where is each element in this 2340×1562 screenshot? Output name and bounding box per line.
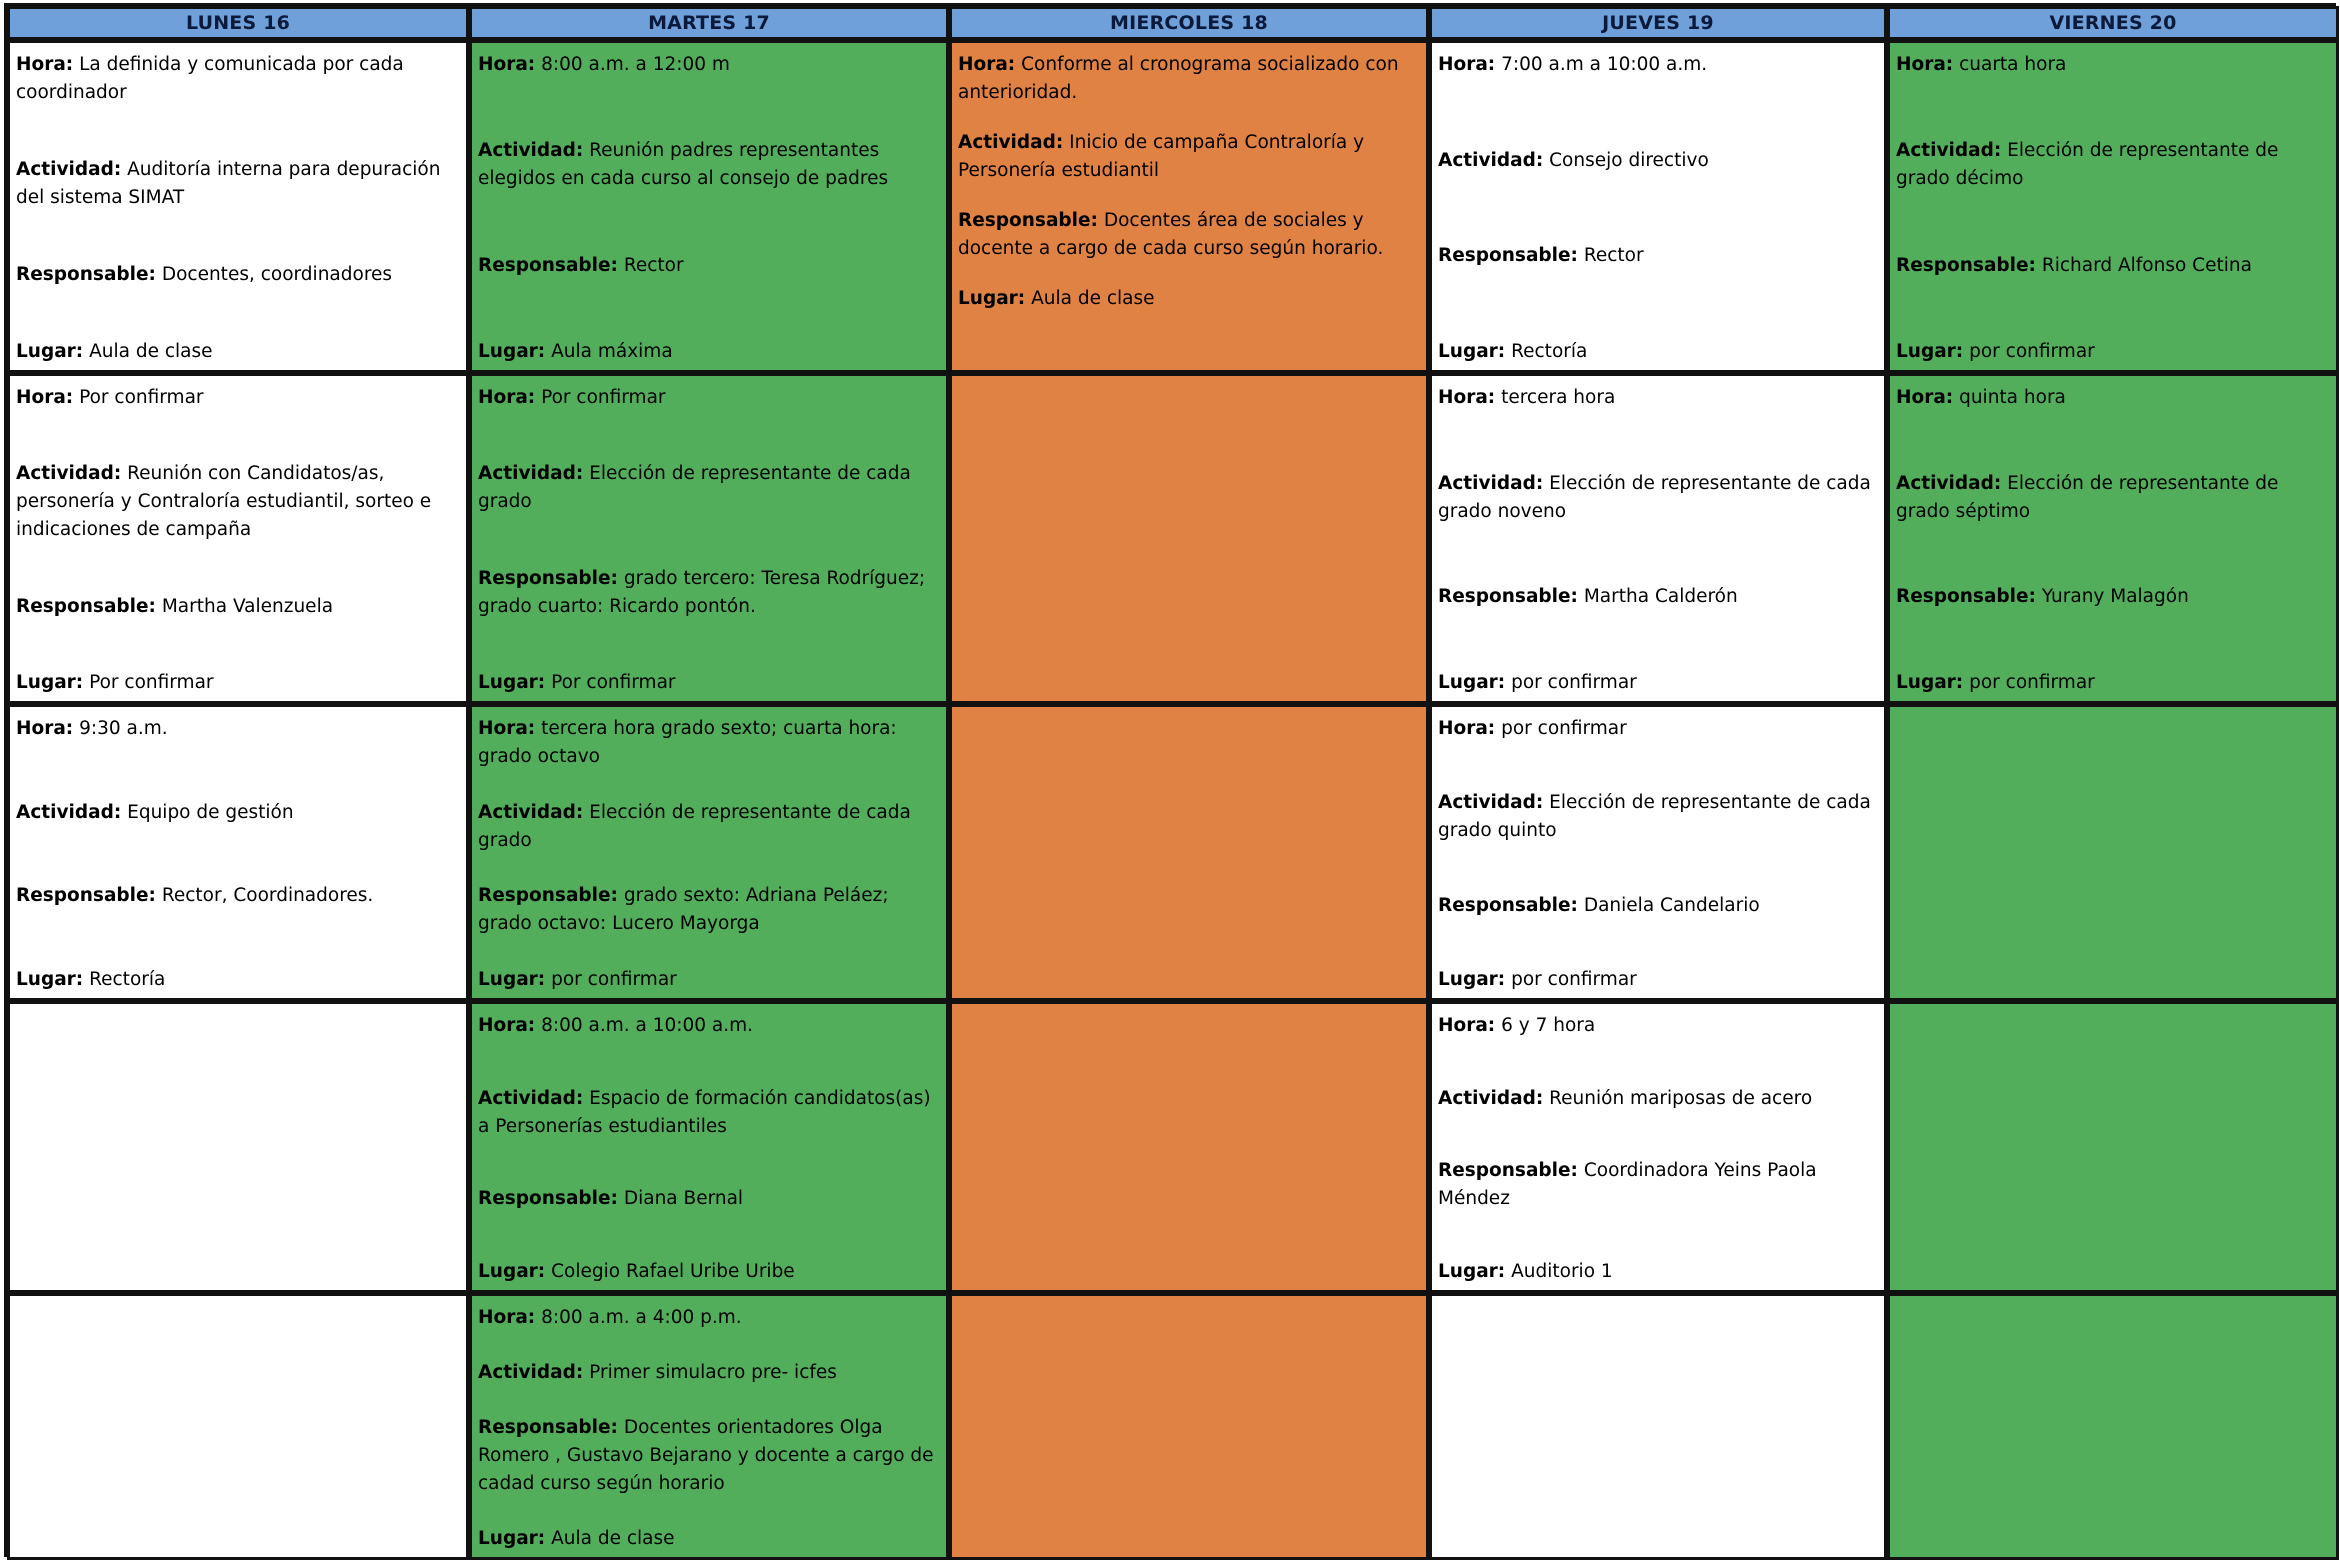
field-value-responsable: Docentes, coordinadores — [161, 264, 393, 285]
field-responsable — [1438, 583, 1878, 611]
field-value-lugar: por confirmar — [1969, 671, 2095, 693]
field-value-hora: La definida y comunicada por cada coordinador — [16, 54, 404, 103]
field-label-responsable: Responsable: — [478, 567, 618, 589]
field-lugar — [1438, 966, 1878, 994]
field-value-lugar: por confirmar — [1511, 671, 1637, 693]
field-actividad — [1438, 789, 1878, 845]
field-label-actividad: Actividad: — [478, 801, 584, 823]
schedule-cell-miercoles-4[interactable] — [949, 1001, 1429, 1293]
field-label-responsable: Responsable: — [478, 1188, 618, 1210]
field-label-responsable: Responsable: — [478, 885, 618, 907]
schedule-cell-jueves-1[interactable] — [1429, 40, 1887, 373]
field-responsable — [478, 565, 940, 621]
field-label-lugar: Lugar: — [478, 1528, 546, 1549]
field-label-actividad: Actividad: — [478, 463, 584, 485]
schedule-cell-jueves-4[interactable] — [1429, 1001, 1887, 1293]
field-label-actividad: Actividad: — [1438, 792, 1544, 814]
field-value-actividad: Elección de representante de cada grado noveno — [1438, 472, 1871, 522]
field-actividad — [1438, 1085, 1878, 1113]
field-label-lugar: Lugar: — [478, 340, 546, 362]
field-label-hora: Hora: — [478, 387, 536, 408]
field-actividad — [16, 156, 460, 212]
field-label-actividad: Actividad: — [16, 159, 122, 180]
field-label-hora: Hora: — [1438, 1015, 1496, 1036]
schedule-cell-miercoles-5[interactable] — [949, 1293, 1429, 1560]
field-label-actividad: Actividad: — [16, 463, 122, 485]
field-label-lugar: Lugar: — [16, 341, 84, 362]
field-label-actividad: Actividad: — [1438, 472, 1544, 494]
field-value-actividad: Auditoría interna para depuración del sistema SIMAT — [16, 159, 441, 208]
field-lugar — [1438, 1258, 1878, 1286]
field-label-responsable: Responsable: — [1438, 1160, 1578, 1182]
field-hora — [16, 51, 460, 107]
field-lugar — [1438, 669, 1878, 697]
field-actividad — [478, 1085, 940, 1141]
field-label-responsable: Responsable: — [1438, 245, 1578, 267]
field-value-hora: Por confirmar — [541, 387, 666, 408]
field-label-actividad: Actividad: — [478, 140, 584, 162]
field-label-lugar: Lugar: — [478, 671, 546, 693]
field-label-responsable: Responsable: — [16, 885, 156, 907]
schedule-cell-viernes-2[interactable] — [1887, 373, 2339, 704]
field-label-lugar: Lugar: — [478, 1260, 546, 1282]
field-label-hora: Hora: — [1438, 54, 1496, 75]
field-actividad — [16, 460, 460, 544]
field-value-actividad: Reunión con Candidatos/as, personería y Contraloría estudiantil, sorteo e indicaciones de campaña — [16, 463, 432, 541]
field-value-actividad: Reunión mariposas de acero — [1549, 1087, 1813, 1109]
schedule-cell-martes-5[interactable] — [469, 1293, 949, 1560]
day-header-miercoles[interactable]: MIERCOLES 18 — [949, 6, 1429, 40]
field-hora — [1896, 51, 2330, 79]
field-label-hora: Hora: — [478, 1307, 536, 1328]
field-value-responsable: grado tercero: Teresa Rodríguez; grado cuarto: Ricardo pontón. — [478, 567, 926, 617]
field-label-hora: Hora: — [16, 718, 74, 739]
field-actividad — [958, 129, 1420, 185]
field-responsable — [958, 207, 1420, 263]
field-value-hora: 8:00 a.m. a 4:00 p.m. — [541, 1307, 742, 1328]
day-header-jueves[interactable]: JUEVES 19 — [1429, 6, 1887, 40]
schedule-cell-miercoles-1[interactable] — [949, 40, 1429, 373]
field-label-lugar: Lugar: — [1438, 671, 1506, 693]
field-label-hora: Hora: — [1438, 718, 1496, 739]
field-responsable — [16, 593, 460, 621]
field-value-actividad: Consejo directivo — [1549, 149, 1709, 171]
field-label-lugar: Lugar: — [1896, 340, 1964, 362]
field-hora — [1438, 715, 1878, 743]
field-value-lugar: por confirmar — [1969, 340, 2095, 362]
day-header-lunes[interactable]: LUNES 16 — [7, 6, 469, 40]
field-lugar — [1896, 338, 2330, 366]
schedule-cell-viernes-1[interactable] — [1887, 40, 2339, 373]
field-lugar — [1438, 338, 1878, 366]
field-label-actividad: Actividad: — [478, 1362, 584, 1383]
schedule-cell-lunes-1[interactable] — [7, 40, 469, 373]
field-responsable — [1438, 1157, 1878, 1213]
field-label-responsable: Responsable: — [1438, 586, 1578, 608]
field-label-responsable: Responsable: — [478, 1417, 618, 1438]
schedule-cell-viernes-4[interactable] — [1887, 1001, 2339, 1293]
schedule-cell-viernes-3[interactable] — [1887, 704, 2339, 1001]
field-label-actividad: Actividad: — [958, 132, 1064, 153]
field-label-responsable: Responsable: — [1896, 586, 2036, 608]
field-lugar — [478, 966, 940, 994]
field-label-actividad: Actividad: — [1438, 149, 1544, 171]
field-lugar — [478, 669, 940, 697]
field-label-responsable: Responsable: — [1896, 254, 2036, 276]
field-label-hora: Hora: — [16, 54, 74, 75]
field-value-responsable: Martha Valenzuela — [161, 595, 334, 617]
field-value-hora: tercera hora grado sexto; cuarta hora: grado octavo — [478, 718, 897, 767]
field-value-responsable: Rector, Coordinadores. — [161, 885, 374, 907]
field-value-actividad: Reunión padres representantes elegidos en cada curso al consejo de padres — [478, 140, 889, 190]
field-hora — [478, 715, 940, 771]
field-value-responsable: Docentes orientadores Olga Romero , Gustavo Bejarano y docente a cargo de cadad curso según horario — [478, 1417, 934, 1494]
field-value-hora: 7:00 a.m a 10:00 a.m. — [1501, 54, 1708, 75]
schedule-cell-martes-1[interactable] — [469, 40, 949, 373]
field-value-responsable: Rector — [1583, 245, 1644, 267]
field-label-lugar: Lugar: — [1438, 968, 1506, 990]
field-value-lugar: Aula de clase — [89, 341, 213, 362]
field-actividad — [16, 799, 460, 827]
field-actividad — [478, 799, 940, 855]
field-value-actividad: Elección de representante de cada grado quinto — [1438, 792, 1871, 842]
schedule-cell-miercoles-2[interactable] — [949, 373, 1429, 704]
schedule-cell-lunes-4[interactable] — [7, 1001, 469, 1293]
field-label-actividad: Actividad: — [1896, 140, 2002, 162]
field-label-responsable: Responsable: — [478, 254, 618, 276]
schedule-cell-lunes-2[interactable] — [7, 373, 469, 704]
field-lugar — [478, 1525, 940, 1553]
field-value-lugar: Auditorio 1 — [1511, 1260, 1613, 1282]
field-value-actividad: Elección de representante de cada grado — [478, 463, 911, 513]
field-hora — [1896, 384, 2330, 412]
field-lugar — [478, 1258, 940, 1286]
field-value-responsable: Diana Bernal — [623, 1188, 744, 1210]
field-value-responsable: Rector — [623, 254, 684, 276]
field-value-actividad: Elección de representante de grado séptimo — [1896, 472, 2279, 522]
field-value-lugar: Aula de clase — [551, 1528, 675, 1549]
field-label-responsable: Responsable: — [16, 264, 156, 285]
field-hora — [478, 51, 940, 79]
field-hora — [478, 1012, 940, 1040]
field-hora — [16, 715, 460, 743]
field-hora — [1438, 384, 1878, 412]
field-label-lugar: Lugar: — [1438, 1260, 1506, 1282]
field-label-hora: Hora: — [478, 718, 536, 739]
field-value-hora: tercera hora — [1501, 387, 1616, 408]
field-label-hora: Hora: — [478, 1015, 536, 1036]
field-actividad — [1438, 470, 1878, 526]
field-value-actividad: Inicio de campaña Contraloría y Personería estudiantil — [958, 132, 1365, 181]
field-label-lugar: Lugar: — [478, 968, 546, 990]
field-value-actividad: Primer simulacro pre- icfes — [589, 1362, 837, 1383]
field-label-actividad: Actividad: — [16, 801, 122, 823]
field-value-lugar: Aula de clase — [1031, 288, 1155, 309]
field-responsable — [16, 882, 460, 910]
field-label-hora: Hora: — [958, 54, 1016, 75]
field-value-responsable: Yurany Malagón — [2041, 586, 2189, 608]
field-label-actividad: Actividad: — [478, 1087, 584, 1109]
field-value-hora: 6 y 7 hora — [1501, 1015, 1596, 1036]
field-responsable — [1896, 583, 2330, 611]
day-header-martes[interactable]: MARTES 17 — [469, 6, 949, 40]
field-actividad — [478, 137, 940, 193]
field-value-actividad: Elección de representante de cada grado — [478, 801, 911, 851]
field-value-actividad: Espacio de formación candidatos(as) a Personerías estudiantiles — [478, 1087, 931, 1137]
field-value-responsable: Coordinadora Yeins Paola Méndez — [1438, 1160, 1817, 1210]
field-value-hora: quinta hora — [1959, 387, 2066, 408]
field-value-hora: Por confirmar — [79, 387, 204, 408]
field-lugar — [1896, 669, 2330, 697]
field-lugar — [16, 669, 460, 697]
field-label-lugar: Lugar: — [16, 671, 84, 693]
field-label-hora: Hora: — [478, 54, 536, 75]
field-value-hora: por confirmar — [1501, 718, 1627, 739]
field-hora — [16, 384, 460, 412]
field-label-actividad: Actividad: — [1896, 472, 2002, 494]
field-lugar — [16, 966, 460, 994]
schedule-cell-jueves-5[interactable] — [1429, 1293, 1887, 1560]
schedule-cell-lunes-3[interactable] — [7, 704, 469, 1001]
field-hora — [1438, 1012, 1878, 1040]
field-value-responsable: Richard Alfonso Cetina — [2041, 254, 2252, 276]
field-responsable — [478, 882, 940, 938]
field-value-responsable: Daniela Candelario — [1583, 894, 1760, 916]
schedule-cell-martes-4[interactable] — [469, 1001, 949, 1293]
field-label-hora: Hora: — [1438, 387, 1496, 408]
field-value-hora: cuarta hora — [1959, 54, 2067, 75]
field-label-responsable: Responsable: — [958, 210, 1098, 231]
field-label-lugar: Lugar: — [958, 288, 1026, 309]
field-responsable — [478, 1185, 940, 1213]
field-responsable — [478, 1414, 940, 1498]
field-value-hora: 9:30 a.m. — [79, 718, 168, 739]
field-label-responsable: Responsable: — [1438, 894, 1578, 916]
field-value-actividad: Elección de representante de grado décimo — [1896, 140, 2279, 190]
schedule-cell-viernes-5[interactable] — [1887, 1293, 2339, 1560]
field-label-responsable: Responsable: — [16, 595, 156, 617]
field-responsable — [1438, 892, 1878, 920]
field-value-lugar: Por confirmar — [551, 671, 676, 693]
field-label-lugar: Lugar: — [1896, 671, 1964, 693]
field-label-lugar: Lugar: — [16, 968, 84, 990]
field-label-hora: Hora: — [1896, 54, 1954, 75]
field-value-lugar: Rectoría — [1511, 340, 1588, 362]
field-label-actividad: Actividad: — [1438, 1087, 1544, 1109]
field-hora — [958, 51, 1420, 107]
field-responsable — [16, 261, 460, 289]
field-responsable — [1896, 252, 2330, 280]
field-value-lugar: Aula máxima — [551, 340, 673, 362]
field-value-hora: Conforme al cronograma socializado con anterioridad. — [958, 54, 1399, 103]
field-value-lugar: Colegio Rafael Uribe Uribe — [551, 1260, 795, 1282]
field-actividad — [478, 460, 940, 516]
field-value-responsable: Martha Calderón — [1583, 586, 1738, 608]
schedule-cell-jueves-3[interactable] — [1429, 704, 1887, 1001]
field-label-hora: Hora: — [16, 387, 74, 408]
field-value-lugar: por confirmar — [1511, 968, 1637, 990]
weekly-schedule-table — [4, 3, 2336, 1557]
field-actividad — [1896, 137, 2330, 193]
schedule-cell-miercoles-3[interactable] — [949, 704, 1429, 1001]
field-lugar — [958, 285, 1420, 313]
field-value-actividad: Equipo de gestión — [127, 801, 294, 823]
field-lugar — [478, 338, 940, 366]
field-hora — [478, 384, 940, 412]
schedule-cell-jueves-2[interactable] — [1429, 373, 1887, 704]
field-label-lugar: Lugar: — [1438, 340, 1506, 362]
field-value-lugar: por confirmar — [551, 968, 677, 990]
field-responsable — [478, 252, 940, 280]
field-actividad — [1896, 470, 2330, 526]
field-value-lugar: Rectoría — [89, 968, 166, 990]
field-lugar — [16, 338, 460, 366]
field-responsable — [1438, 242, 1878, 270]
field-actividad — [478, 1359, 940, 1387]
schedule-cell-martes-3[interactable] — [469, 704, 949, 1001]
schedule-cell-lunes-5[interactable] — [7, 1293, 469, 1560]
field-hora — [478, 1304, 940, 1332]
day-header-viernes[interactable]: VIERNES 20 — [1887, 6, 2339, 40]
field-actividad — [1438, 147, 1878, 175]
field-value-lugar: Por confirmar — [89, 671, 214, 693]
field-value-responsable: grado sexto: Adriana Peláez; grado octavo: Lucero Mayorga — [478, 885, 889, 935]
field-value-responsable: Docentes área de sociales y docente a cargo de cada curso según horario. — [958, 210, 1384, 259]
field-hora — [1438, 51, 1878, 79]
schedule-cell-martes-2[interactable] — [469, 373, 949, 704]
field-label-hora: Hora: — [1896, 387, 1954, 408]
field-value-hora: 8:00 a.m. a 12:00 m — [541, 54, 730, 75]
field-value-hora: 8:00 a.m. a 10:00 a.m. — [541, 1015, 754, 1036]
